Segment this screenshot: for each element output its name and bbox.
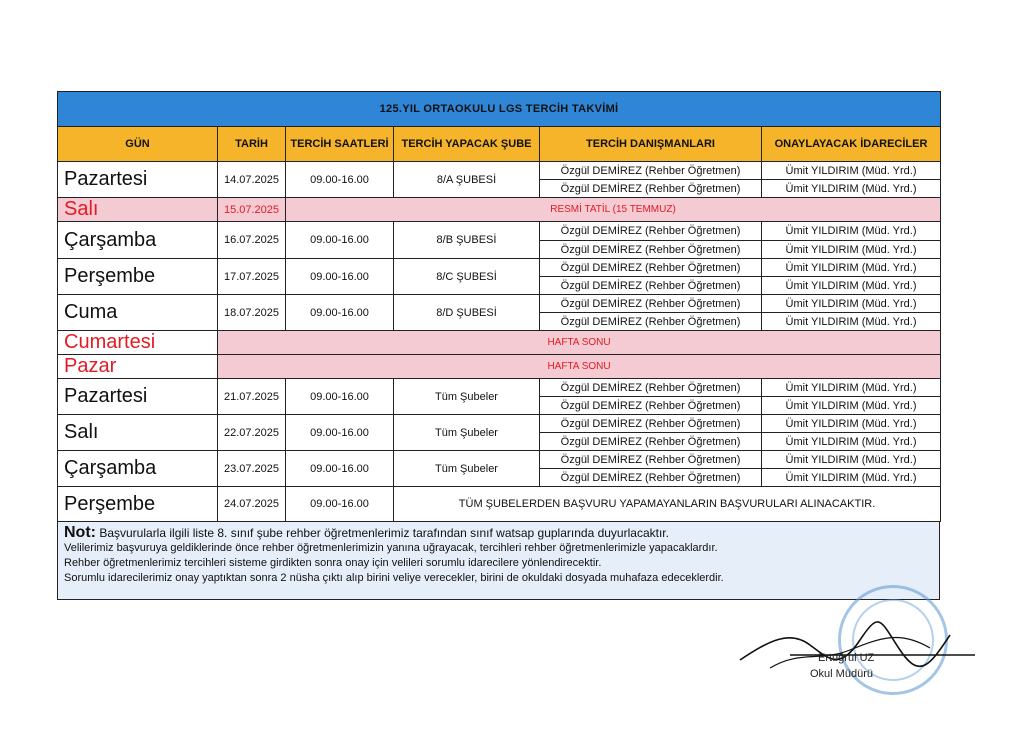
day-cell: Pazar [58,355,218,379]
note-line-4: Sorumlu idarecilerimiz onay yaptıktan sonra 2 nüsha çıktı alıp birini veliye verecekler, birini de okuldaki dosyada muhafaza edeceklerdir. [64,572,724,584]
hours-cell: 09.00-16.00 [286,415,394,451]
day-cell: Çarşamba [58,222,218,259]
approver-cell: Ümit YILDIRIM (Müd. Yrd.) [762,162,941,180]
table-row [58,415,941,433]
day-cell: Perşembe [58,259,218,295]
signer-role: Okul Müdürü [810,668,873,680]
header-day: GÜN [58,127,218,162]
weekend-note: HAFTA SONU [218,355,941,379]
table-row-holiday [58,198,941,222]
hours-cell: 09.00-16.00 [286,162,394,198]
hours-cell: 09.00-16.00 [286,487,394,522]
advisor-cell: Özgül DEMİREZ (Rehber Öğretmen) [540,415,762,433]
date-cell: 14.07.2025 [218,162,286,198]
table-row-weekend [58,355,941,379]
note-line-1 [64,525,933,541]
day-cell: Salı [58,198,218,222]
advisor-cell: Özgül DEMİREZ (Rehber Öğretmen) [540,295,762,313]
approver-cell: Ümit YILDIRIM (Müd. Yrd.) [762,433,941,451]
schedule-table [57,91,941,522]
table-row [58,162,941,180]
signer-name: Ertuğrul UZ [818,652,875,664]
approver-cell: Ümit YILDIRIM (Müd. Yrd.) [762,469,941,487]
approver-cell: Ümit YILDIRIM (Müd. Yrd.) [762,277,941,295]
hours-cell: 09.00-16.00 [286,259,394,295]
advisor-cell: Özgül DEMİREZ (Rehber Öğretmen) [540,162,762,180]
table-row [58,222,941,241]
header-approver: ONAYLAYACAK İDARECİLER [762,127,941,162]
note-line-2: Velilerimiz başvuruya geldiklerinde önce rehber öğretmenlerimizin yanına uğrayacak, tercihleri rehber öğretmenlerimizle yapacaklardır. [64,542,718,554]
approver-cell: Ümit YILDIRIM (Müd. Yrd.) [762,451,941,469]
note-line-3: Rehber öğretmenlerimiz tercihleri sisteme girdikten sonra onay için velileri sorumlu idarecilere yönlendirecektir. [64,557,602,569]
branch-cell: 8/C ŞUBESİ [394,259,540,295]
branch-cell: 8/B ŞUBESİ [394,222,540,259]
date-cell: 23.07.2025 [218,451,286,487]
note-text-1: Başvurularla ilgili liste 8. sınıf şube rehber öğretmenlerimiz tarafından sınıf watsap guplarında duyurlacaktır. [99,526,669,540]
table-row [58,295,941,313]
date-cell: 17.07.2025 [218,259,286,295]
advisor-cell: Özgül DEMİREZ (Rehber Öğretmen) [540,180,762,198]
advisor-cell: Özgül DEMİREZ (Rehber Öğretmen) [540,379,762,397]
header-date: TARİH [218,127,286,162]
advisor-cell: Özgül DEMİREZ (Rehber Öğretmen) [540,469,762,487]
approver-cell: Ümit YILDIRIM (Müd. Yrd.) [762,259,941,277]
branch-cell: Tüm Şubeler [394,451,540,487]
hours-cell: 09.00-16.00 [286,222,394,259]
weekend-note: HAFTA SONU [218,331,941,355]
table-row-weekend [58,331,941,355]
approver-cell: Ümit YILDIRIM (Müd. Yrd.) [762,222,941,241]
header-branch: TERCİH YAPACAK ŞUBE [394,127,540,162]
approver-cell: Ümit YILDIRIM (Müd. Yrd.) [762,180,941,198]
hours-cell: 09.00-16.00 [286,295,394,331]
branch-cell: 8/A ŞUBESİ [394,162,540,198]
approver-cell: Ümit YILDIRIM (Müd. Yrd.) [762,241,941,259]
advisor-cell: Özgül DEMİREZ (Rehber Öğretmen) [540,433,762,451]
hours-cell: 09.00-16.00 [286,451,394,487]
header-advisor: TERCİH DANIŞMANLARI [540,127,762,162]
day-cell: Çarşamba [58,451,218,487]
date-cell: 15.07.2025 [218,198,286,222]
day-cell: Pazartesi [58,162,218,198]
day-cell: Perşembe [58,487,218,522]
advisor-cell: Özgül DEMİREZ (Rehber Öğretmen) [540,397,762,415]
branch-cell: 8/D ŞUBESİ [394,295,540,331]
table-row [58,259,941,277]
approver-cell: Ümit YILDIRIM (Müd. Yrd.) [762,415,941,433]
final-note: TÜM ŞUBELERDEN BAŞVURU YAPAMAYANLARIN BAŞVURULARI ALINACAKTIR. [394,487,941,522]
holiday-note: RESMİ TATİL (15 TEMMUZ) [286,198,941,222]
approver-cell: Ümit YILDIRIM (Müd. Yrd.) [762,379,941,397]
approver-cell: Ümit YILDIRIM (Müd. Yrd.) [762,295,941,313]
table-row [58,379,941,397]
date-cell: 16.07.2025 [218,222,286,259]
day-cell: Salı [58,415,218,451]
day-cell: Cumartesi [58,331,218,355]
day-cell: Cuma [58,295,218,331]
advisor-cell: Özgül DEMİREZ (Rehber Öğretmen) [540,451,762,469]
header-hours: TERCİH SAATLERİ [286,127,394,162]
hours-cell: 09.00-16.00 [286,379,394,415]
advisor-cell: Özgül DEMİREZ (Rehber Öğretmen) [540,277,762,295]
notes-box [57,522,940,600]
day-cell: Pazartesi [58,379,218,415]
table-row [58,451,941,469]
approver-cell: Ümit YILDIRIM (Müd. Yrd.) [762,313,941,331]
page-title: 125.YIL ORTAOKULU LGS TERCİH TAKVİMİ [58,92,941,127]
date-cell: 22.07.2025 [218,415,286,451]
date-cell: 21.07.2025 [218,379,286,415]
branch-cell: Tüm Şubeler [394,415,540,451]
approver-cell: Ümit YILDIRIM (Müd. Yrd.) [762,397,941,415]
date-cell: 18.07.2025 [218,295,286,331]
advisor-cell: Özgül DEMİREZ (Rehber Öğretmen) [540,222,762,241]
advisor-cell: Özgül DEMİREZ (Rehber Öğretmen) [540,241,762,259]
branch-cell: Tüm Şubeler [394,379,540,415]
calendar-sheet [57,91,940,600]
table-row [58,487,941,522]
date-cell: 24.07.2025 [218,487,286,522]
advisor-cell: Özgül DEMİREZ (Rehber Öğretmen) [540,313,762,331]
table-header [58,127,941,162]
advisor-cell: Özgül DEMİREZ (Rehber Öğretmen) [540,259,762,277]
note-label: Not: [64,524,96,541]
